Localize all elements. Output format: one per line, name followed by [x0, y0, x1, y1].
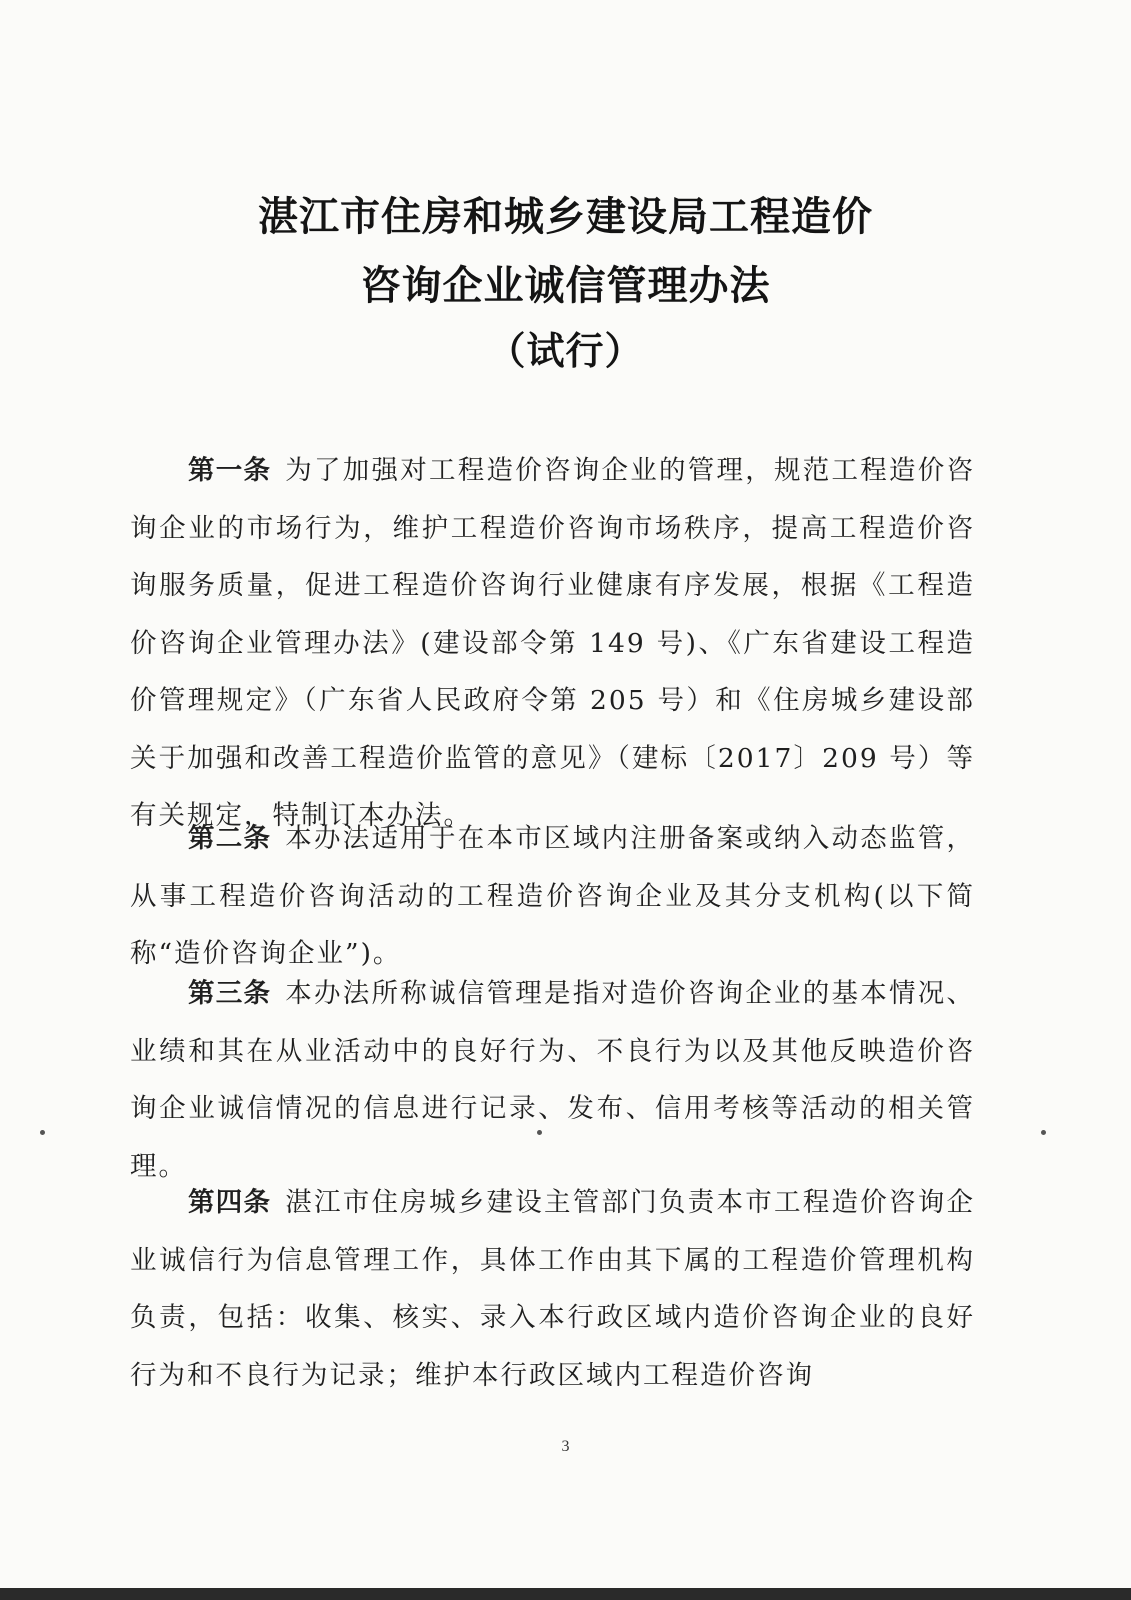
- article-4-text: 湛江市住房城乡建设主管部门负责本市工程造价咨询企业诚信行为信息管理工作，具体工作由其下属的工程造价管理机构负责，包括：收集、核实、录入本行政区域内造价咨询企业的良好行为和不良行为记录；维护本行政区域内工程造价咨询: [130, 1187, 975, 1391]
- document-title-line-1: 湛江市住房和城乡建设局工程造价: [258, 194, 873, 240]
- article-1-text: 为了加强对工程造价咨询企业的管理，规范工程造价咨询企业的市场行为，维护工程造价咨询市场秩序，提高工程造价咨询服务质量，促进工程造价咨询行业健康有序发展，根据《工程造价咨询企业管理办法》(建设部令第 149 号)、《广东省建设工程造价管理规定》（广东省人民政府令第 205 号）和《住房城乡建设部关于加强和改善工程造价监管的意见》（建标〔2017〕209 号）等有关规定，特制订本办法。: [130, 455, 975, 831]
- document-title-line-2: 咨询企业诚信管理办法: [360, 263, 771, 309]
- article-4-label: 第四条: [188, 1187, 272, 1218]
- page-number: 3: [561, 1438, 570, 1455]
- scan-speck: [537, 1130, 542, 1135]
- article-1-label: 第一条: [188, 455, 272, 486]
- article-2-label: 第二条: [188, 823, 272, 854]
- document-title-line-3: （试行）: [487, 329, 644, 373]
- article-2: [130, 810, 975, 983]
- article-3-label: 第三条: [188, 978, 272, 1009]
- article-4: [130, 1174, 975, 1404]
- article-2-text: 本办法适用于在本市区域内注册备案或纳入动态监管，从事工程造价咨询活动的工程造价咨询企业及其分支机构(以下简称“造价咨询企业”)。: [130, 823, 975, 969]
- scan-bottom-edge: [0, 1588, 1131, 1600]
- article-3: [130, 965, 975, 1195]
- article-3-text: 本办法所称诚信管理是指对造价咨询企业的基本情况、业绩和其在从业活动中的良好行为、不良行为以及其他反映造价咨询企业诚信情况的信息进行记录、发布、信用考核等活动的相关管理。: [130, 978, 975, 1182]
- article-1: [130, 442, 975, 845]
- scan-speck: [1041, 1130, 1046, 1135]
- scan-speck: [40, 1130, 45, 1135]
